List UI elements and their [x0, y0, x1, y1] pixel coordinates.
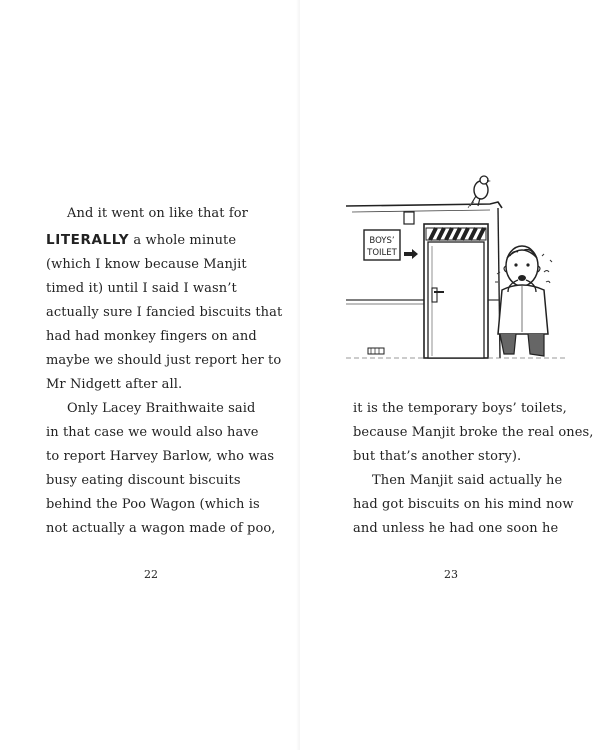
text-line: busy eating discount biscuits: [46, 473, 241, 488]
text-line: Mr Nidgett after all.: [46, 377, 183, 392]
text-line: and unless he had one soon he: [353, 521, 559, 536]
text-line: Only Lacey Braithwaite said: [67, 401, 256, 416]
page-number: 23: [444, 568, 458, 581]
boy-figure: [495, 246, 552, 356]
emphasis-word: LITERALLY: [46, 232, 130, 248]
hazard-stripe: [426, 228, 486, 240]
text-line: had had monkey fingers on and: [46, 329, 257, 344]
text-line: (which I know because Manjit: [46, 257, 247, 272]
toilet-illustration: [340, 172, 572, 370]
right-page: [300, 0, 600, 750]
text-line: maybe we should just report her to: [46, 353, 282, 368]
pigeon-icon: [468, 176, 491, 208]
text-line: not actually a wagon made of poo,: [46, 521, 276, 536]
text-line: because Manjit broke the real ones,: [353, 425, 594, 440]
text-line: actually sure I fancied biscuits that: [46, 305, 283, 320]
text-line: but that’s another story).: [353, 449, 522, 464]
page-number: 22: [144, 568, 158, 581]
boys-toilet-sign: [364, 230, 418, 260]
text-line: in that case we would also have: [46, 425, 259, 440]
text-line: had got biscuits on his mind now: [353, 497, 574, 512]
sign-text-line1: BOYS’: [369, 236, 395, 246]
text-line: it is the temporary boys’ toilets,: [353, 401, 567, 416]
text-line: Then Manjit said actually he: [372, 473, 563, 488]
text-line: [46, 232, 236, 249]
text-line: to report Harvey Barlow, who was: [46, 449, 275, 464]
text-line: behind the Poo Wagon (which is: [46, 497, 260, 512]
text-fragment: a whole minute: [133, 233, 237, 248]
text-line: timed it) until I said I wasn’t: [46, 281, 237, 296]
arrow-right-icon: [404, 249, 418, 259]
sign-text-line2: TOILET: [367, 248, 397, 258]
text-line: And it went on like that for: [67, 206, 248, 221]
